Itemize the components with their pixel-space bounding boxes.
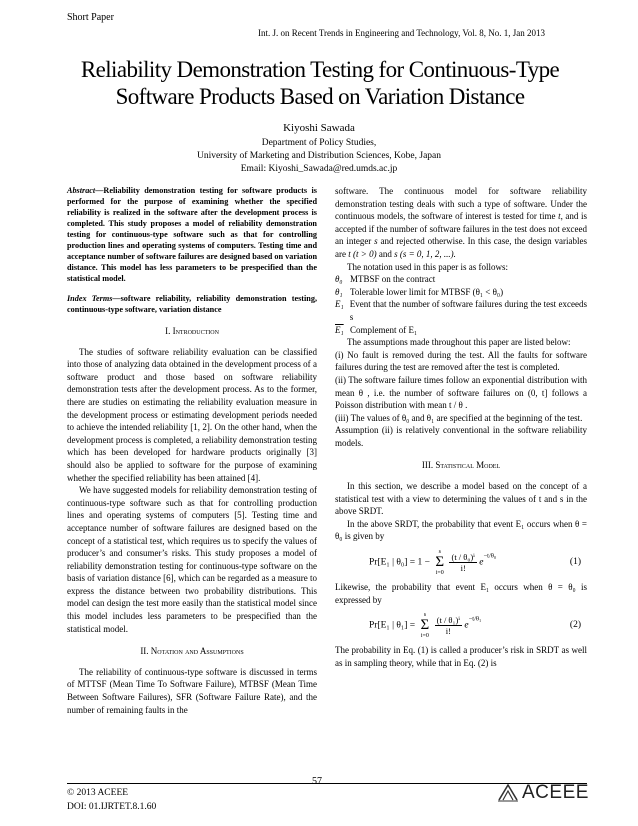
equation-number: (2) bbox=[569, 619, 581, 630]
paragraph: Likewise, the probability that event E₁ occurs when θ = θ₀ is expressed by bbox=[335, 582, 587, 605]
math-var: s bbox=[374, 236, 378, 247]
equation-2 bbox=[335, 606, 587, 644]
paragraph: The probability in Eq. (1) is called a producer’s risk in SRDT as well as in sampling theory, while that in Eq. (2) is bbox=[335, 645, 587, 668]
paragraph: The studies of software reliability evaluation can be classified into those of analyzing data obtained in the development process of a software product and those based on software reliability demonstration tests after the development process. As to the former, there are studies on estimating the reliability evaluation measure in the development process or estimating development periods needed to achieve the intended reliability [1, 2]. On the other hand, when the development process is completed, a reliability demonstration testing which has been developed for hardware products originally [3] should also be applied to software for the purpose of examining whether the specified reliability has been attained [4]. bbox=[67, 346, 317, 483]
left-column bbox=[67, 185, 317, 716]
equation-1 bbox=[335, 543, 587, 581]
paragraph: The reliability of continuous-type software is discussed in terms of MTTSF (Mean Time To Software Failure), MTBSF (Mean Time Between Software Failures), SFR (Software Failure Rate), and the number of remaining faults in the bbox=[67, 666, 317, 715]
math-var: t bbox=[558, 211, 561, 222]
notation-item bbox=[335, 324, 587, 337]
exp-base: e bbox=[464, 620, 469, 631]
notation-description: Tolerable lower limit for MTBSF (θ₁ < θ₀) bbox=[350, 286, 504, 297]
paragraph: The notation used in this paper is as follows: bbox=[347, 261, 508, 272]
index-terms-text: —software reliability, reliability demonstration testing, continuous-type software, variation distance bbox=[67, 294, 318, 314]
abstract-label: Abstract bbox=[67, 186, 96, 195]
text-run: , and is accepted if the number of software failures in the test does not exceed an integer bbox=[335, 211, 587, 247]
paper-title-line-2: Software Products Based on Variation Distance bbox=[115, 84, 525, 109]
index-terms bbox=[67, 293, 317, 315]
abstract bbox=[67, 185, 317, 284]
journal-citation: Int. J. on Recent Trends in Engineering and Technology, Vol. 8, No. 1, Jan 2013 bbox=[258, 28, 546, 38]
section-heading-introduction: I. Introduction bbox=[165, 326, 219, 336]
equation-body bbox=[369, 612, 481, 639]
paragraph: Assumption (ii) is relatively conventional in the software reliability models. bbox=[335, 425, 587, 448]
section-heading-statistical-model: III. Statistical Model bbox=[421, 460, 501, 471]
paragraph: We have suggested models for reliability demonstration testing of continuous-type software such as that for controlling production lines and operating systems of computers [5]. Testing time and acceptance number of software failures are designed based on the concept of a statistical test, which requires us to specify the values of producer’s and consumer’s risks. This study proposes a model of reliability demonstration testing for continuous-type software on the basis of variation distance [6], which can be regarded as a measure to express the distance between two probability distributions. This model can design the test more easily than the statistical model since this model includes less parameters to be prespecified than the statistical model. bbox=[67, 485, 317, 634]
section-heading-notation: II. Notation and Assumptions bbox=[140, 646, 244, 657]
notation-symbol: E₁ bbox=[335, 324, 344, 335]
notation-description: Complement of E₁ bbox=[350, 324, 418, 335]
exp-base: e bbox=[479, 557, 484, 568]
text-run: software. The continuous model for software reliability demonstration testing deals with such a type of software. Under the continuous models, the software of interest is tested for time bbox=[335, 186, 587, 222]
author-university: University of Marketing and Distribution Sciences, Kobe, Japan bbox=[196, 151, 442, 161]
notation-description: Event that the number of software failures during the test exceeds s bbox=[349, 299, 587, 322]
text-run: and bbox=[376, 248, 395, 259]
math-var: s (s = 0, 1, 2, ...). bbox=[394, 248, 456, 259]
equation-lhs: Pr[E₁ | θ₁] = bbox=[369, 620, 416, 631]
paragraph bbox=[335, 185, 587, 261]
publisher-logo-text: ACEEE bbox=[522, 782, 589, 803]
index-terms-label: Index Terms bbox=[67, 294, 113, 303]
doi[interactable]: DOI: 01.IJRTET.8.1.60 bbox=[67, 802, 157, 812]
paragraph: The assumptions made throughout this paper are listed below: bbox=[347, 337, 571, 348]
author-name: Kiyoshi Sawada bbox=[283, 122, 355, 134]
author-email[interactable]: Email: Kiyoshi_Sawada@red.umds.ac.jp bbox=[240, 164, 398, 174]
equation-number: (1) bbox=[569, 556, 581, 567]
notation-description: MTBSF on the contract bbox=[350, 274, 436, 285]
copyright: © 2013 ACEEE bbox=[67, 788, 129, 798]
text-run: and rejected otherwise. In this case, the design variables are bbox=[335, 236, 587, 259]
paragraph: In this section, we describe a model based on the concept of a statistical test with a view to determining the values of t and s in the above SRDT. bbox=[335, 481, 587, 517]
paragraph: In the above SRDT, the probability that event E₁ occurs when θ = θ₀ is given by bbox=[335, 518, 587, 542]
notation-item bbox=[335, 273, 587, 286]
math-var: t (t > 0) bbox=[348, 248, 377, 259]
assumption-item: (iii) The values of θ₀ and θ₁ are specified at the beginning of the test. bbox=[335, 412, 583, 423]
paper-title bbox=[40, 56, 600, 110]
summation-symbol: s Σ i=0 bbox=[435, 548, 445, 576]
fraction: $\frac{\text{(t / θ₀)ⁱ}}{i!}$ bbox=[451, 551, 475, 573]
publisher-logo bbox=[497, 782, 589, 804]
notation-symbol: θ₁ bbox=[335, 286, 343, 297]
notation-item bbox=[335, 286, 587, 299]
aceee-mark-icon bbox=[497, 782, 519, 804]
notation-symbol: E₁ bbox=[335, 299, 344, 310]
author-department: Department of Policy Studies, bbox=[261, 138, 377, 148]
abstract-text: —Reliability demonstration testing for software products is performed for the purpose of examining whether the specified reliability is realized in the software after the development process is completed. This study proposes a model of reliability demonstration testing for continuous-type software such as that for controlling production lines and operating systems of computers. Testing time and acceptance number of software failures are designed based on variation distance. This model has less parameters to be prespecified than the statistical model. bbox=[67, 186, 317, 283]
equation-body bbox=[369, 549, 496, 576]
paper-title-line-1: Reliability Demonstration Testing for Continuous-Type bbox=[80, 57, 560, 82]
assumption-item: (i) No fault is removed during the test. All the faults for software failures during the test are removed after the test is completed. bbox=[335, 349, 587, 373]
equation-lhs: Pr[E₁ | θ₀] = 1 − bbox=[369, 557, 430, 568]
notation-symbol: θ₀ bbox=[335, 274, 343, 285]
exponent: −t/θ₁ bbox=[468, 615, 482, 623]
fraction: $\frac{\text{(t / θ₁)ⁱ}}{i!}$ bbox=[436, 614, 461, 636]
assumption-item: (ii) The software failure times follow an exponential distribution with mean θ , i.e. the number of software failures on (0, t] follows a Poisson distribution with mean t / θ . bbox=[335, 374, 587, 411]
notation-item bbox=[335, 298, 587, 323]
page-number: 57 bbox=[312, 776, 322, 787]
exponent: −t/θ₀ bbox=[483, 552, 497, 560]
short-paper-label: Short Paper bbox=[67, 12, 114, 23]
right-column bbox=[335, 185, 587, 669]
summation-symbol: s Σ i=0 bbox=[420, 611, 430, 639]
